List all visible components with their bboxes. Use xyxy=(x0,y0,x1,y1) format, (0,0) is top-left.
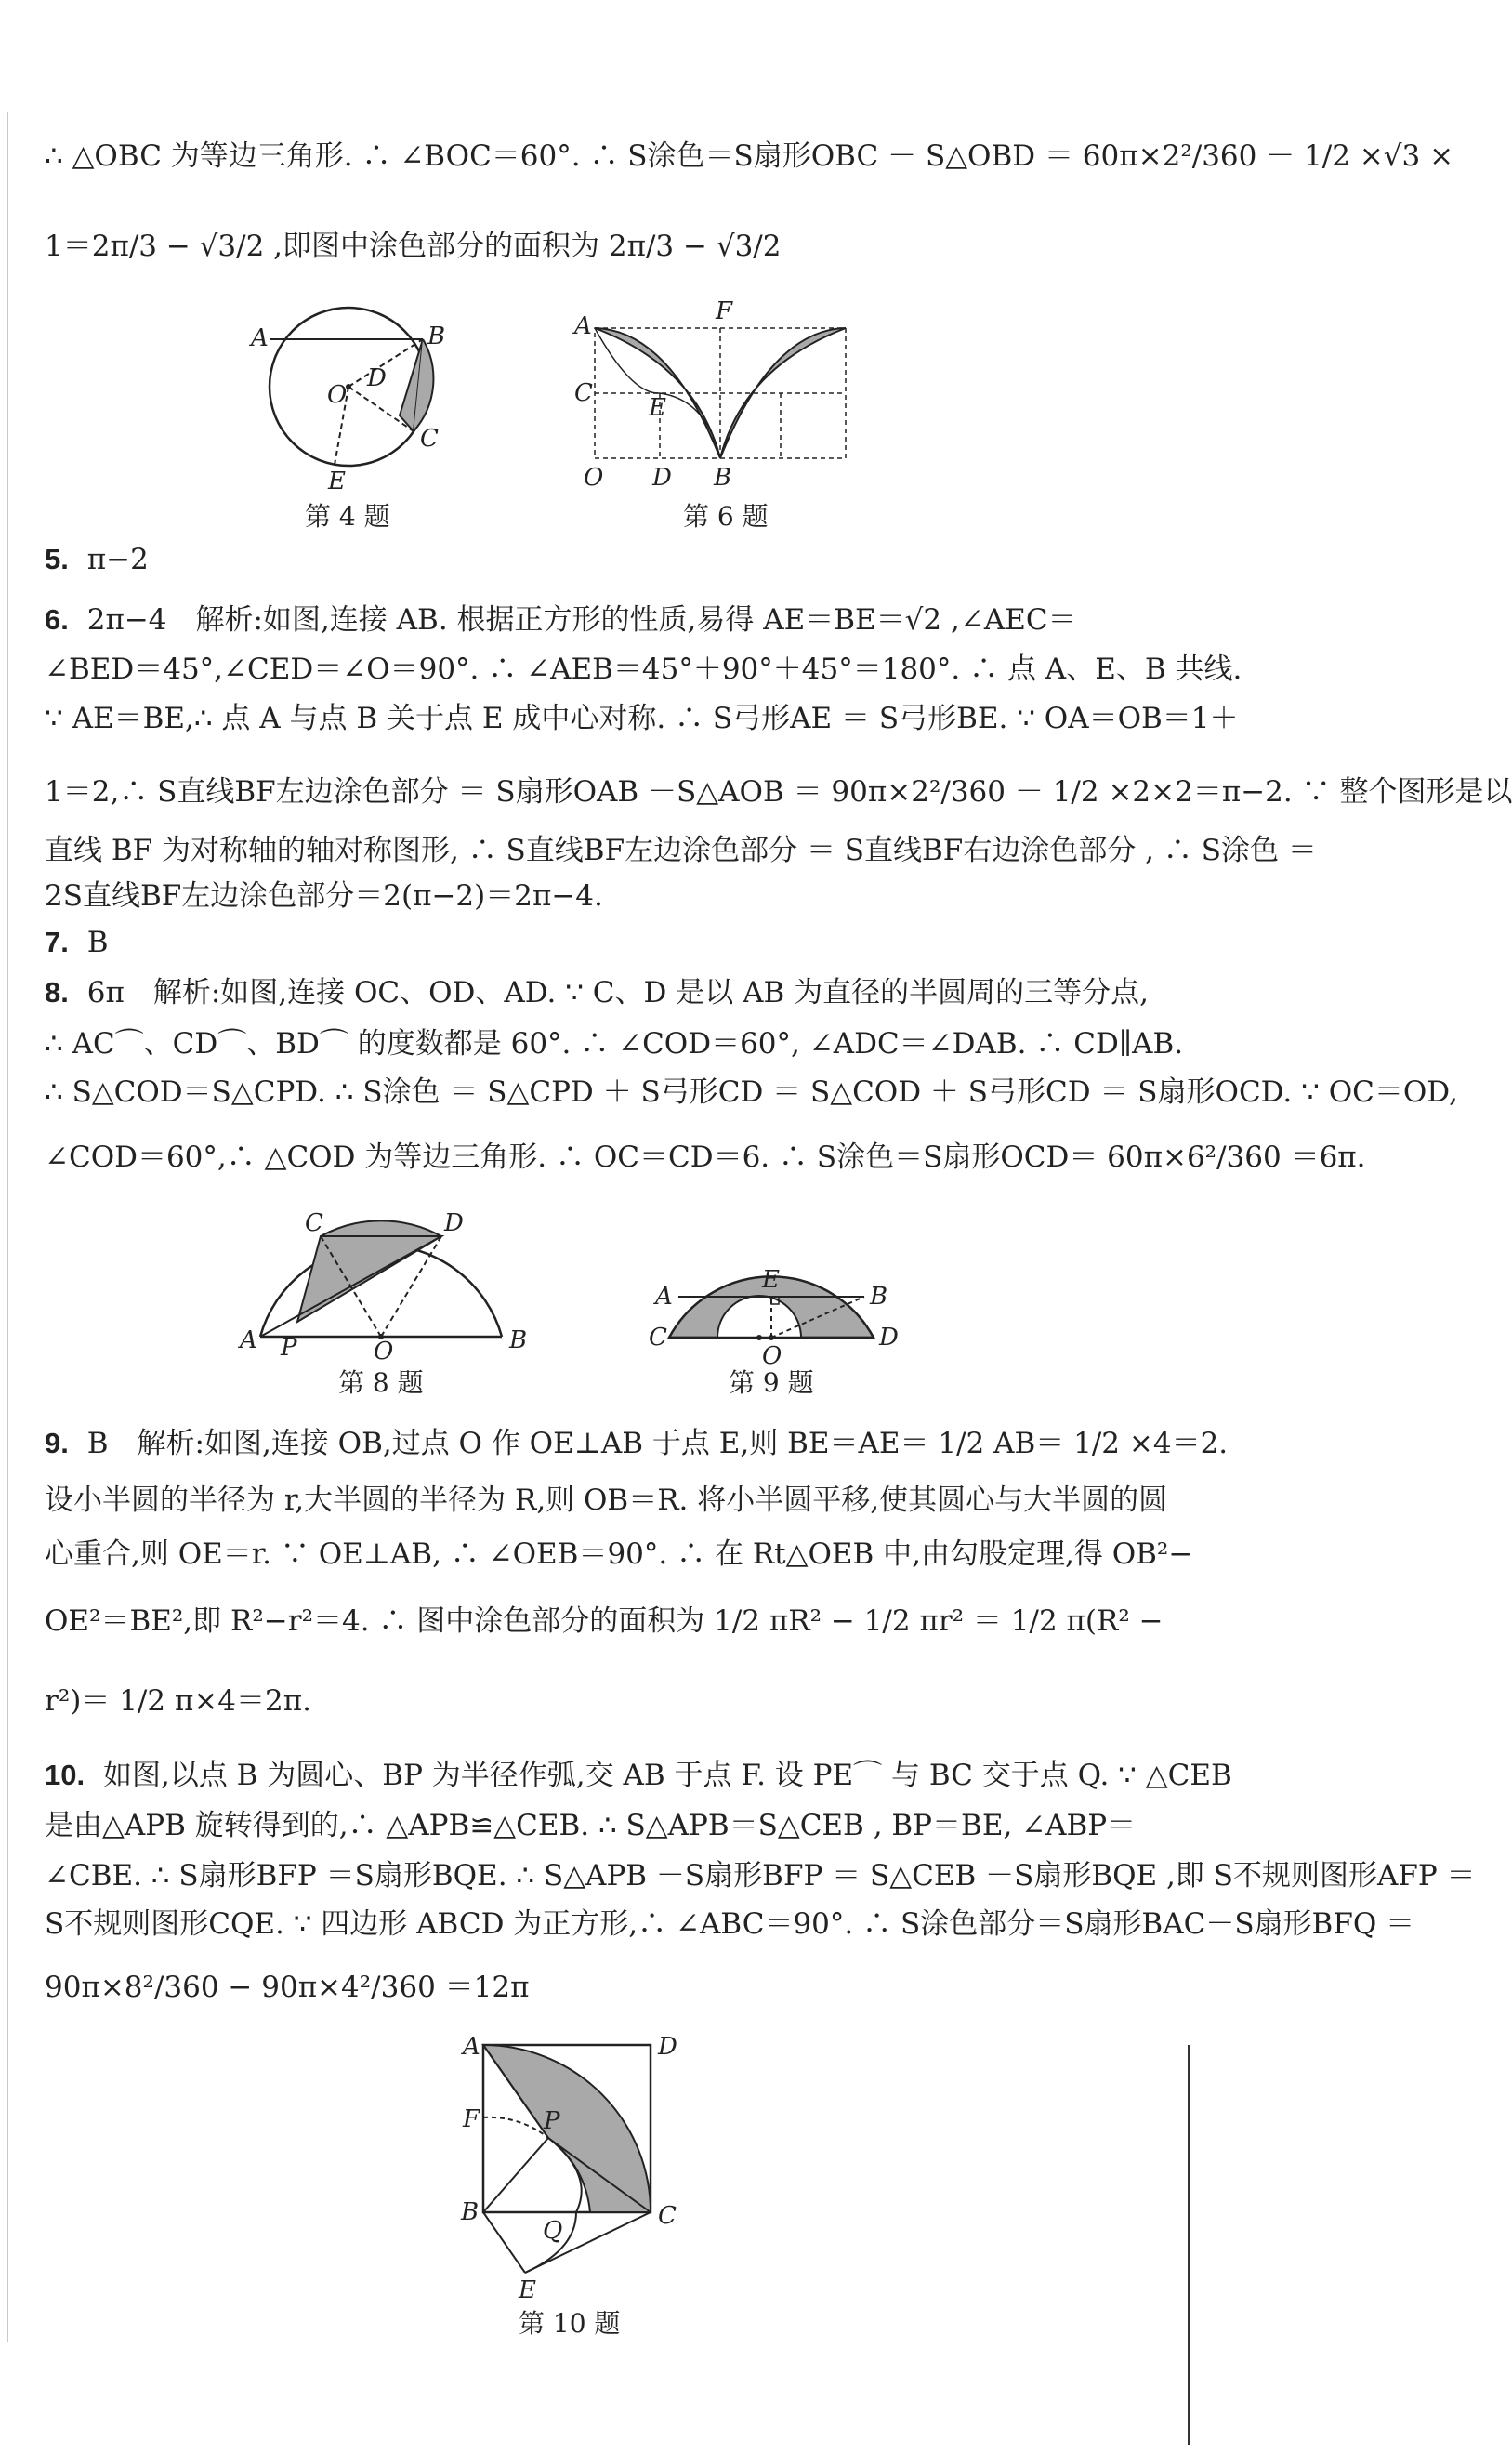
answer-text: B xyxy=(86,926,109,959)
label-C: C xyxy=(574,379,593,407)
label-E: E xyxy=(328,468,346,495)
label-O: O xyxy=(374,1338,394,1365)
caption-fig6: 第 6 题 xyxy=(683,501,769,532)
label-B: B xyxy=(509,1326,528,1354)
caption-fig10: 第 10 题 xyxy=(519,2308,621,2339)
label-D: D xyxy=(879,1324,899,1352)
answer-text: 如图,以点 B 为圆心、BP 为半径作弧,交 AB 于点 F. 设 PE⌒ 与 BC 交于点 Q. ∵ △CEB xyxy=(102,1759,1232,1792)
label-O: O xyxy=(584,464,604,492)
answer-number: 6. xyxy=(45,603,69,636)
figure-8 xyxy=(232,1208,539,1376)
caption-fig8: 第 8 题 xyxy=(338,1367,424,1398)
text-line: 是由△APB 旋转得到的,∴ △APB≌△CEB. ∴ S△APB＝S△CEB , BP＝BE, ∠ABP＝ xyxy=(45,1809,1137,1842)
answer-7 xyxy=(45,924,109,961)
label-O: O xyxy=(762,1342,782,1370)
text-line: S不规则图形CQE. ∵ 四边形 ABCD 为正方形,∴ ∠ABC＝90°. ∴ S涂色部分＝S扇形BAC－S扇形BFQ ＝ xyxy=(45,1907,1415,1941)
text-line: OE²＝BE²,即 R²−r²＝4. ∴ 图中涂色部分的面积为 1/2 πR² − 1/2 πr² ＝ 1/2 π(R² − xyxy=(45,1604,1164,1638)
answer-text: π−2 xyxy=(86,543,149,576)
text-line: ∵ AE＝BE,∴ 点 A 与点 B 关于点 E 成中心对称. ∴ S弓形AE ＝ S弓形BE. ∵ OA＝OB＝1＋ xyxy=(45,702,1239,735)
label-A: A xyxy=(655,1283,673,1311)
label-A: A xyxy=(251,324,269,352)
answer-5 xyxy=(45,541,149,578)
label-A: A xyxy=(574,312,592,340)
label-B: B xyxy=(461,2198,480,2226)
answer-number: 9. xyxy=(45,1427,69,1459)
figure-6 xyxy=(567,297,874,497)
right-edge-mark xyxy=(1188,2045,1190,2445)
label-B: B xyxy=(427,323,446,350)
text-line: 1＝2π/3 − √3/2 ,即图中涂色部分的面积为 2π/3 − √3/2 xyxy=(45,230,782,263)
caption-fig4: 第 4 题 xyxy=(305,501,390,532)
label-B: B xyxy=(714,464,732,492)
label-E: E xyxy=(649,394,666,422)
answer-text: 2π−4 解析:如图,连接 AB. 根据正方形的性质,易得 AE＝BE＝√2 ,∠AEC＝ xyxy=(86,603,1077,637)
label-B: B xyxy=(870,1283,888,1311)
label-C: C xyxy=(649,1324,667,1352)
label-D: D xyxy=(444,1209,464,1237)
text-line: ∠CBE. ∴ S扇形BFP ＝S扇形BQE. ∴ S△APB －S扇形BFP ＝ S△CEB －S扇形BQE ,即 S不规则图形AFP ＝ xyxy=(45,1859,1476,1893)
answer-number: 10. xyxy=(45,1759,85,1791)
label-F: F xyxy=(463,2105,480,2133)
text-line: ∴ △OBC 为等边三角形. ∴ ∠BOC＝60°. ∴ S涂色＝S扇形OBC － S△OBD ＝ 60π×2²/360 － 1/2 ×√3 × xyxy=(45,139,1454,173)
label-O: O xyxy=(327,381,348,409)
label-E: E xyxy=(762,1266,780,1294)
text-line: 2S直线BF左边涂色部分＝2(π−2)＝2π−4. xyxy=(45,879,603,913)
text-line: ∠COD＝60°,∴ △COD 为等边三角形. ∴ OC＝CD＝6. ∴ S涂色＝S扇形OCD＝ 60π×6²/360 ＝6π. xyxy=(45,1141,1366,1174)
left-gutter-line xyxy=(7,112,8,2342)
label-F: F xyxy=(716,297,733,325)
label-Q: Q xyxy=(543,2217,563,2245)
label-D: D xyxy=(367,364,387,392)
label-P: P xyxy=(544,2107,560,2135)
text-line: 90π×8²/360 − 90π×4²/360 ＝12π xyxy=(45,1971,530,2004)
text-line: 设小半圆的半径为 r,大半圆的半径为 R,则 OB＝R. 将小半圆平移,使其圆心与大半圆的圆 xyxy=(45,1484,1168,1517)
text-line: ∴ S△COD＝S△CPD. ∴ S涂色 ＝ S△CPD ＋ S弓形CD ＝ S△COD ＋ S弓形CD ＝ S扇形OCD. ∵ OC＝OD, xyxy=(45,1075,1458,1109)
answer-text: B 解析:如图,连接 OB,过点 O 作 OE⊥AB 于点 E,则 BE＝AE＝ 1/2 AB＝ 1/2 ×4＝2. xyxy=(86,1427,1229,1460)
label-C: C xyxy=(305,1209,323,1237)
answer-number: 5. xyxy=(45,543,69,575)
answer-text: 6π 解析:如图,连接 OC、OD、AD. ∵ C、D 是以 AB 为直径的半圆周的三等分点, xyxy=(86,976,1149,1009)
answer-6 xyxy=(45,601,1077,639)
figure-10 xyxy=(446,2026,725,2305)
text-line: r²)＝ 1/2 π×4＝2π. xyxy=(45,1684,311,1718)
text-line: ∠BED＝45°,∠CED＝∠O＝90°. ∴ ∠AEB＝45°＋90°＋45°＝180°. ∴ 点 A、E、B 共线. xyxy=(45,653,1242,686)
figure-9 xyxy=(632,1222,920,1371)
label-A: A xyxy=(240,1326,257,1354)
answer-8 xyxy=(45,974,1149,1011)
label-E: E xyxy=(519,2276,536,2304)
text-line: 1＝2,∴ S直线BF左边涂色部分 ＝ S扇形OAB －S△AOB ＝ 90π×2²/360 － 1/2 ×2×2＝π−2. ∵ 整个图形是以 xyxy=(45,775,1512,809)
label-C: C xyxy=(420,425,439,453)
answer-10 xyxy=(45,1757,1232,1794)
label-D: D xyxy=(658,2033,677,2061)
label-A: A xyxy=(463,2033,480,2061)
answer-9 xyxy=(45,1425,1228,1462)
label-P: P xyxy=(281,1334,297,1362)
caption-fig9: 第 9 题 xyxy=(729,1367,814,1398)
answer-number: 8. xyxy=(45,976,69,1009)
text-line: 心重合,则 OE＝r. ∵ OE⊥AB, ∴ ∠OEB＝90°. ∴ 在 Rt△OEB 中,由勾股定理,得 OB²− xyxy=(45,1537,1193,1571)
text-line: ∴ AC⌒、CD⌒、BD⌒ 的度数都是 60°. ∴ ∠COD＝60°, ∠ADC＝∠DAB. ∴ CD∥AB. xyxy=(45,1027,1184,1061)
answer-number: 7. xyxy=(45,926,69,958)
label-D: D xyxy=(652,464,672,492)
text-line: 直线 BF 为对称轴的轴对称图形, ∴ S直线BF左边涂色部分 ＝ S直线BF右边涂色部分 , ∴ S涂色 ＝ xyxy=(45,834,1317,867)
label-C: C xyxy=(658,2202,677,2230)
